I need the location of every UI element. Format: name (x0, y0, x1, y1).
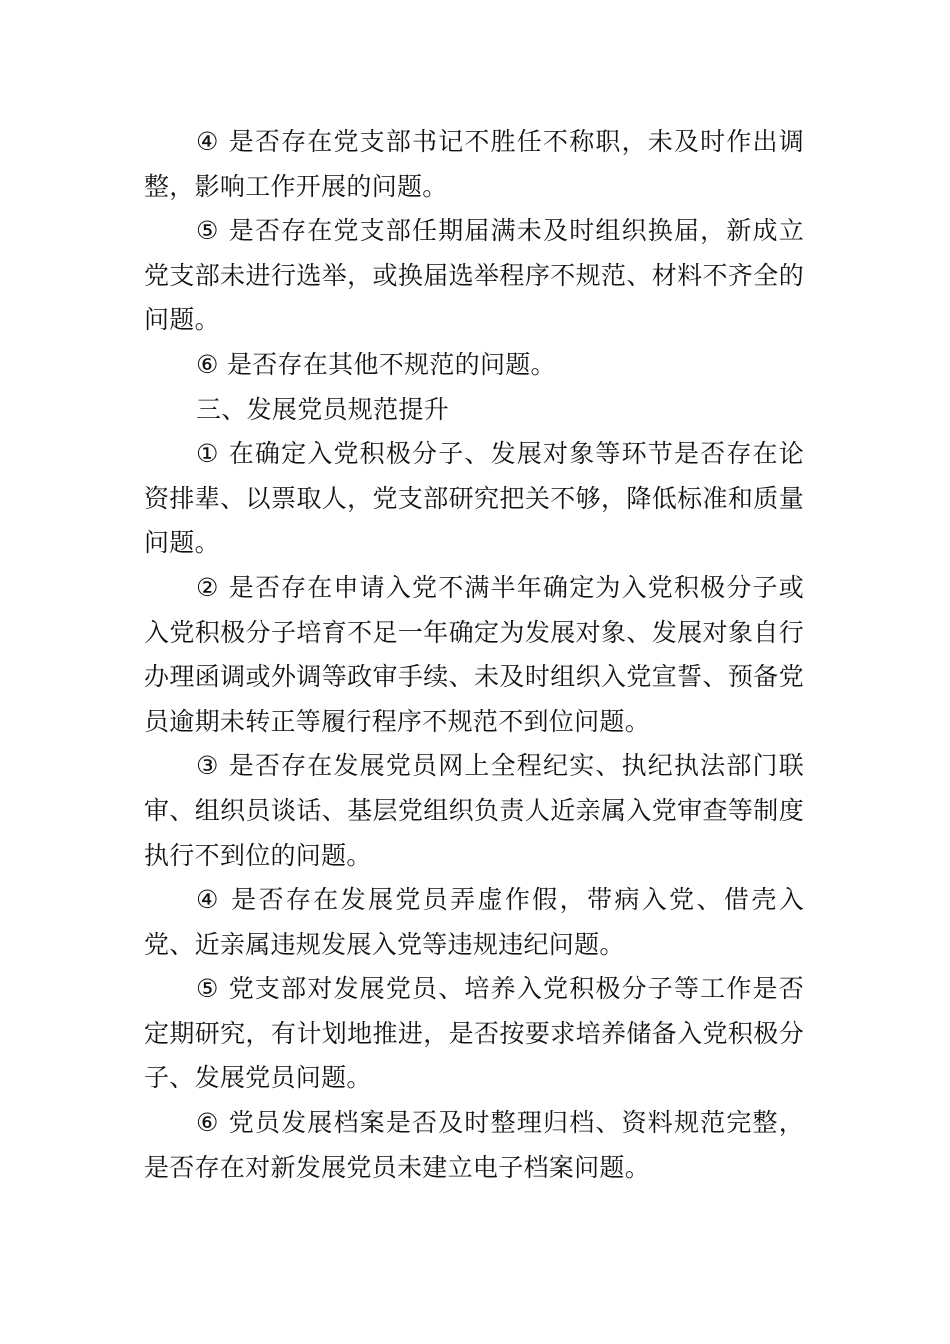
section-paragraph-1: ① 在确定入党积极分子、发展对象等环节是否存在论资排辈、以票取人，党支部研究把关不够，降低标准和质量问题。 (144, 439, 804, 558)
section-paragraph-5: ⑤ 党支部对发展党员、培养入党积极分子等工作是否定期研究，有计划地推进，是否按要求培养储备入党积极分子、发展党员问题。 (144, 974, 804, 1093)
section-paragraph-4: ④ 是否存在发展党员弄虚作假，带病入党、借壳入党、近亲属违规发展入党等违规违纪问题。 (144, 885, 804, 959)
paragraph-item-6: ⑥ 是否存在其他不规范的问题。 (196, 349, 556, 379)
section-heading: 三、发展党员规范提升 (196, 394, 450, 424)
paragraph-item-4: ④ 是否存在党支部书记不胜任不称职，未及时作出调整，影响工作开展的问题。 (144, 127, 804, 201)
section-paragraph-2: ② 是否存在申请入党不满半年确定为入党积极分子或入党积极分子培育不足一年确定为发展对象、发展对象自行办理函调或外调等政审手续、未及时组织入党宣誓、预备党员逾期未转正等履行程序不规范不到位问题。 (144, 572, 804, 736)
section-paragraph-6: ⑥ 党员发展档案是否及时整理归档、资料规范完整，是否存在对新发展党员未建立电子档案问题。 (144, 1108, 804, 1182)
paragraph-item-5: ⑤ 是否存在党支部任期届满未及时组织换届，新成立党支部未进行选举，或换届选举程序不规范、材料不齐全的问题。 (144, 216, 804, 335)
document-body (144, 120, 804, 1190)
section-paragraph-3: ③ 是否存在发展党员网上全程纪实、执纪执法部门联审、组织员谈话、基层党组织负责人近亲属入党审查等制度执行不到位的问题。 (144, 751, 804, 870)
